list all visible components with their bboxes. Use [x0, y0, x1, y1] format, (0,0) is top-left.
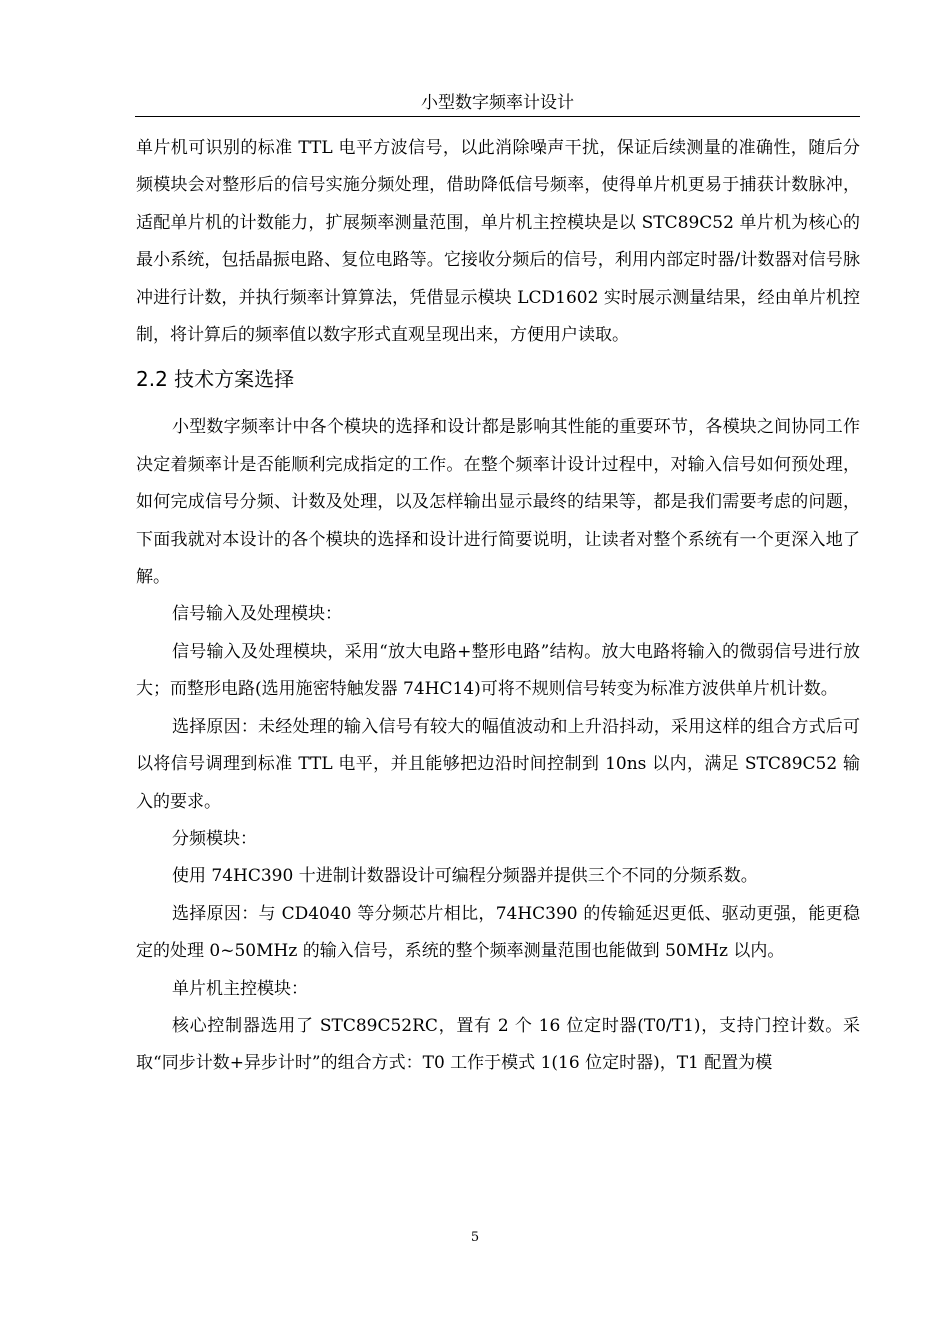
header-rule [135, 116, 860, 117]
paragraph: 使用 74HC390 十进制计数器设计可编程分频器并提供三个不同的分频系数。 [172, 866, 758, 887]
paragraph: 小型数字频率计中各个模块的选择和设计都是影响其性能的重要环节，各模块之间协同工作决定着频率计是否能顺利完成指定的工作。在整个频率计设计过程中，对输入信号如何预处理，如何完成信号分频、计数及处理，以及怎样输出显示最终的结果等，都是我们需要考虑的问题，下面我就对本设计的各个模块的选择和设计进行简要说明，让读者对整个系统有一个更深入地了解。 [136, 417, 860, 588]
section-heading: 2.2 技术方案选择 [136, 367, 295, 392]
subheading-mcu-control: 单片机主控模块： [172, 978, 308, 999]
document-body [136, 130, 860, 1083]
page-header: 小型数字频率计设计 [421, 93, 574, 113]
subheading-signal-input: 信号输入及处理模块： [172, 604, 342, 625]
page-number: 5 [470, 1230, 480, 1245]
paragraph: 核心控制器选用了 STC89C52RC，置有 2 个 16 位定时器(T0/T1)，支持门控计数。采取“同步计数+异步计时”的组合方式：T0 工作于模式 1(16 位定时器)，T1 配置为模 [136, 1015, 860, 1074]
paragraph: 选择原因：未经处理的输入信号有较大的幅值波动和上升沿抖动，采用这样的组合方式后可以将信号调理到标准 TTL 电平，并且能够把边沿时间控制到 10ns 以内，满足 STC89C52 输入的要求。 [136, 716, 860, 812]
paragraph-continuation: 单片机可识别的标准 TTL 电平方波信号，以此消除噪声干扰，保证后续测量的准确性，随后分频模块会对整形后的信号实施分频处理，借助降低信号频率，使得单片机更易于捕获计数脉冲，适配单片机的计数能力，扩展频率测量范围，单片机主控模块是以 STC89C52 单片机为核心的最小系统，包括晶振电路、复位电路等。它接收分频后的信号，利用内部定时器/计数器对信号脉冲进行计数，并执行频率计算算法，凭借显示模块 LCD1602 实时展示测量结果，经由单片机控制，将计算后的频率值以数字形式直观呈现出来，方便用户读取。 [136, 138, 860, 346]
paragraph: 选择原因：与 CD4040 等分频芯片相比，74HC390 的传输延迟更低、驱动更强，能更稳定的处理 0~50MHz 的输入信号，系统的整个频率测量范围也能做到 50MHz 以内。 [136, 903, 860, 962]
subheading-divider: 分频模块： [172, 828, 257, 849]
paragraph: 信号输入及处理模块，采用“放大电路+整形电路”结构。放大电路将输入的微弱信号进行放大；而整形电路(选用施密特触发器 74HC14)可将不规则信号转变为标准方波供单片机计数。 [136, 641, 860, 700]
